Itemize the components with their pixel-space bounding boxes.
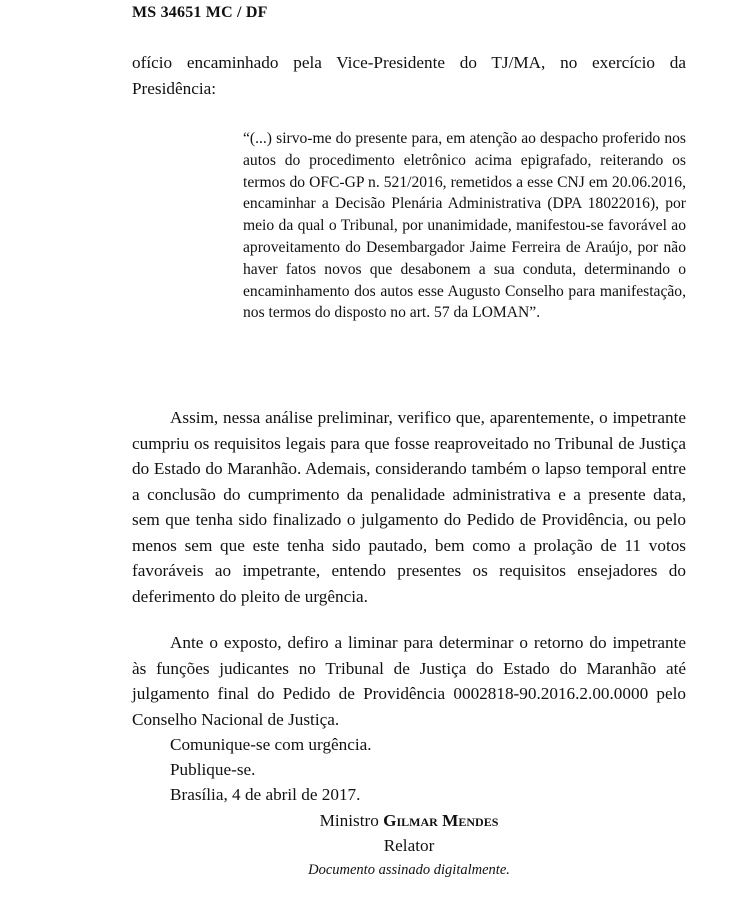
communicate-line: Comunique-se com urgência.: [170, 735, 372, 754]
decision-paragraph: Ante o exposto, defiro a liminar para determinar o retorno do impetrante às funções judicantes no Tribunal de Justiça do Estado do Maranhão até julgamento final do Pedido de Providência 0002818-90.2016.2.00.0000 pelo Conselho Nacional de Justiça.: [132, 633, 686, 729]
publish-line: Publique-se.: [170, 760, 256, 779]
block-quote: “(...) sirvo-me do presente para, em atenção ao despacho proferido nos autos do procedimento eletrônico acima epigrafado, reiterando os termos do OFC-GP n. 521/2016, remetidos a esse CNJ em 20.06.2016, encaminhar a Decisão Plenária Administrativa (DPA 18022016), por meio da qual o Tribunal, por unanimidade, manifestou-se favorável ao aproveitamento do Desembargador Jaime Ferreira de Araújo, por não haver fatos novos que desabonem a sua conduta, determinando o encaminhamento dos autos esse Augusto Conselho para manifestação, nos termos do disposto no art. 57 da LOMAN”.: [243, 130, 686, 322]
signature-role: Relator: [383, 836, 435, 855]
intro-paragraph: ofício encaminhado pela Vice-Presidente do TJ/MA, no exercício da Presidência:: [132, 53, 686, 98]
signature-title: Ministro: [319, 811, 379, 830]
digital-signature-note: Documento assinado digitalmente.: [308, 862, 510, 878]
place-date-line: Brasília, 4 de abril de 2017.: [170, 785, 361, 804]
signature-name-line: [132, 808, 686, 834]
analysis-paragraph: Assim, nessa análise preliminar, verifico que, aparentemente, o impetrante cumpriu os requisitos legais para que fosse reaproveitado no Tribunal de Justiça do Estado do Maranhão. Ademais, considerando também o lapso temporal entre a conclusão do cumprimento da penalidade administrativa e a presente data, sem que tenha sido finalizado o julgamento do Pedido de Providência, ou pelo menos sem que este tenha sido pautado, bem como a prolação de 11 votos favoráveis ao impetrante, entendo presentes os requisitos ensejadores do deferimento do pleito de urgência.: [132, 408, 686, 606]
signature-name: Gilmar Mendes: [383, 811, 499, 830]
case-header: MS 34651 MC / DF: [132, 4, 268, 21]
